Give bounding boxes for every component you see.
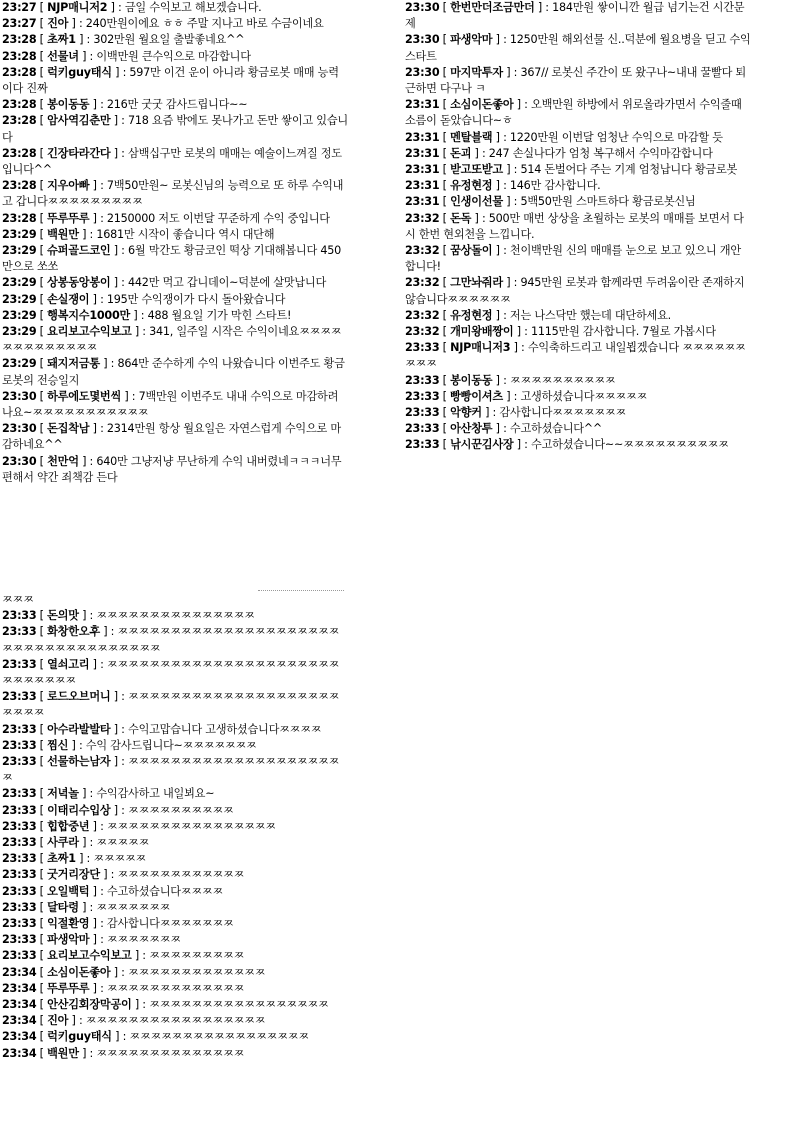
message-time: 23:34 [2, 998, 37, 1012]
message-time: 23:33 [2, 803, 37, 817]
message-nickname: 백원만 [47, 227, 79, 241]
message-time: 23:31 [405, 98, 440, 112]
chat-log-panel-bottom [0, 588, 348, 1113]
message-nickname: 꿈상돌이 [450, 244, 493, 258]
chat-message: 23:33 [ 선물하는남자 ] : ㅉㅉㅉㅉㅉㅉㅉㅉㅉㅉㅉㅉㅉㅉㅉㅉㅉㅉㅉㅉㅉ [2, 755, 340, 785]
message-time: 23:34 [2, 965, 37, 979]
message-nickname: 행복지수1000만 [47, 308, 131, 322]
message-nickname: 선물녀 [47, 49, 79, 63]
message-text: ㅉㅉㅉㅉㅉㅉㅉㅉㅉㅉㅉㅉㅉㅉㅉㅉㅉ [85, 1014, 266, 1028]
message-nickname: 로드오브머니 [47, 690, 111, 704]
message-nickname: 손실쟁이 [47, 292, 90, 306]
message-nickname: 뚜루뚜루 [47, 981, 90, 995]
chat-message: 23:31 [ 돈괴 ] : 247 손실나다가 엄청 복구해서 수익마감합니다 [405, 146, 713, 160]
message-nickname: 이태리수입상 [47, 803, 111, 817]
message-nickname: 선물하는남자 [47, 755, 111, 769]
chat-message: 23:33 [ 사쿠라 ] : ㅉㅉㅉㅉㅉ [2, 836, 150, 850]
chat-message: 23:28 [ 긴장타라간다 ] : 삼백십구만 로봇의 매매는 예술이느껴질 정도입니다^^ [2, 146, 342, 177]
message-text: 2314만원 항상 월요일은 자연스럽게 수익으로 마감하네요^^ [2, 422, 341, 452]
message-time: 23:33 [2, 852, 37, 866]
message-text: 1115만원 감사합니다. 7월로 가봅시다 [531, 325, 716, 339]
chat-message: 23:33 [ 아수라발발타 ] : 수익고맙습니다 고생하셨습니다ㅉㅉㅉㅉ [2, 722, 322, 736]
message-nickname: 개미왕배짱이 [450, 325, 514, 339]
message-text: 오백만원 하방에서 위로올라가면서 수익줄때 소름이 돋았습니다~ㅎ [405, 98, 742, 128]
message-text: ㅉㅉㅉㅉㅉㅉㅉㅉㅉㅉㅉㅉㅉ [128, 965, 266, 979]
chat-message: 23:33 [ 빵빵이셔츠 ] : 고생하셨습니다ㅉㅉㅉㅉㅉ [405, 389, 648, 403]
message-nickname: 아산창투 [450, 422, 493, 436]
chat-message: 23:34 [ 뚜루뚜루 ] : ㅉㅉㅉㅉㅉㅉㅉㅉㅉㅉㅉㅉㅉ [2, 981, 245, 995]
chat-message: 23:33 [ 파생악마 ] : ㅉㅉㅉㅉㅉㅉㅉ [2, 933, 181, 947]
message-text: 302만원 월요일 출발좋네요^^ [93, 33, 245, 47]
message-nickname: 봉이동동 [450, 373, 493, 387]
message-time: 23:27 [2, 17, 37, 31]
message-text: 천이백만원 신의 매매를 눈으로 보고 있으니 개안합니다! [405, 244, 741, 274]
message-text: 수익 감사드립니다~ㅉㅉㅉㅉㅉㅉㅉ [85, 738, 257, 752]
message-time: 23:28 [2, 65, 37, 79]
message-time: 23:33 [2, 933, 37, 947]
message-nickname: 힙합중년 [47, 819, 90, 833]
message-nickname: 요리보고수익보고 [47, 325, 132, 339]
message-time: 23:29 [2, 227, 37, 241]
message-text: 고생하셨습니다ㅉㅉㅉㅉㅉ [520, 389, 648, 403]
message-time: 23:31 [405, 163, 440, 177]
message-time: 23:33 [405, 373, 440, 387]
message-text: ㅉㅉㅉㅉㅉㅉㅉㅉㅉㅉㅉㅉㅉㅉㅉㅉㅉㅉㅉㅉㅉㅉㅉㅉㅉㅉㅉㅉㅉ [2, 657, 340, 688]
message-time: 23:28 [2, 33, 37, 47]
message-text: 146만 감사합니다. [509, 179, 601, 193]
message-time: 23:34 [2, 1030, 37, 1044]
chat-message: 23:34 [ 백원만 ] : ㅉㅉㅉㅉㅉㅉㅉㅉㅉㅉㅉㅉㅉㅉ [2, 1046, 245, 1060]
message-time: 23:29 [2, 325, 37, 339]
message-nickname: 아수라발발타 [47, 722, 111, 736]
message-text: 7백50만원~ 로봇신님의 능력으로 또 하루 수익내고 갑니다ㅉㅉㅉㅉㅉㅉㅉㅉㅉ [2, 179, 344, 209]
message-nickname: 슈퍼골드코인 [47, 244, 111, 258]
message-nickname: 인생이선물 [450, 195, 503, 209]
message-nickname: 요리보고수익보고 [47, 949, 132, 963]
chat-message: 23:33 [ 초짜1 ] : ㅉㅉㅉㅉㅉ [2, 852, 147, 866]
message-text: 1250만원 해외선물 신..덕분에 월요병을 딛고 수익 스타트 [405, 33, 751, 63]
chat-message: 23:34 [ 럭키guy태식 ] : ㅉㅉㅉㅉㅉㅉㅉㅉㅉㅉㅉㅉㅉㅉㅉㅉㅉ [2, 1030, 309, 1044]
message-time: 23:32 [405, 308, 440, 322]
chat-message: 23:33 [ 악향커 ] : 감사합니다ㅉㅉㅉㅉㅉㅉㅉ [405, 406, 627, 420]
chat-message: 23:33 [ 요리보고수익보고 ] : ㅉㅉㅉㅉㅉㅉㅉㅉㅉ [2, 949, 245, 963]
message-time: 23:31 [405, 179, 440, 193]
message-nickname: 럭키guy태식 [47, 65, 112, 79]
message-nickname: 초짜1 [47, 33, 76, 47]
message-nickname: 뚜루뚜루 [47, 211, 90, 225]
message-time: 23:33 [405, 406, 440, 420]
message-nickname: 그만놔줘라 [450, 276, 503, 290]
chat-message: 23:33 [ 돈의맛 ] : ㅉㅉㅉㅉㅉㅉㅉㅉㅉㅉㅉㅉㅉㅉㅉ [2, 609, 255, 623]
chat-message: 23:33 [ 이태리수입상 ] : ㅉㅉㅉㅉㅉㅉㅉㅉㅉㅉ [2, 803, 234, 817]
message-text: 2150000 저도 이번달 꾸준하게 수익 중입니다 [106, 211, 330, 225]
chat-message: 23:33 [ 익절환영 ] : 감사합니다ㅉㅉㅉㅉㅉㅉㅉ [2, 917, 234, 931]
chat-message: 23:33 [ 저녁놀 ] : 수익감사하고 내일뵈요~ [2, 787, 215, 801]
chat-message: 23:33 [ 봉이동동 ] : ㅉㅉㅉㅉㅉㅉㅉㅉㅉㅉ [405, 373, 616, 387]
message-time: 23:33 [405, 389, 440, 403]
message-time: 23:29 [2, 357, 37, 371]
message-time: 23:29 [2, 292, 37, 306]
message-time: 23:31 [405, 130, 440, 144]
message-text: ㅉㅉㅉㅉㅉㅉㅉㅉㅉㅉㅉㅉㅉㅉㅉㅉㅉㅉㅉㅉㅉ [2, 755, 340, 785]
message-time: 23:30 [2, 422, 37, 436]
message-text: 195만 수익쟁이가 다시 돌아왔습니다 [106, 292, 286, 306]
message-text: 수익축하드리고 내일뵙겠습니다 ㅉㅉㅉㅉㅉㅉㅉㅉㅉ [405, 341, 746, 371]
message-time: 23:28 [2, 211, 37, 225]
message-text: 삼백십구만 로봇의 매매는 예술이느껴질 정도입니다^^ [2, 146, 342, 177]
message-text: 6월 막간도 황금코인 떡상 기대해봅니다 450만으로 쏘쏘 [2, 244, 341, 274]
message-nickname: 파생악마 [47, 933, 90, 947]
chat-message: 23:27 [ 진아 ] : 240만원이에요 ㅎㅎ 주말 지나고 바로 수금이네요 [2, 17, 324, 31]
message-text: 640만 그냥저냥 무난하게 수익 내버렸네ㅋㅋㅋ너무 편해서 약간 죄책감 든다 [2, 454, 342, 484]
message-time: 23:30 [405, 65, 440, 79]
message-time: 23:33 [2, 949, 37, 963]
message-time: 23:32 [405, 211, 440, 225]
message-time: 23:34 [2, 1046, 37, 1060]
message-text: 수고하셨습니다^^ [509, 422, 603, 436]
message-time: 23:33 [2, 836, 37, 850]
message-nickname: 백원만 [47, 1046, 79, 1060]
message-time: 23:32 [405, 244, 440, 258]
chat-message: 23:33 [ 로드오브머니 ] : ㅉㅉㅉㅉㅉㅉㅉㅉㅉㅉㅉㅉㅉㅉㅉㅉㅉㅉㅉㅉㅉㅉㅉㅉ [2, 690, 340, 720]
message-time: 23:30 [405, 33, 440, 47]
chat-message: 23:33 [ 열쇠고리 ] : ㅉㅉㅉㅉㅉㅉㅉㅉㅉㅉㅉㅉㅉㅉㅉㅉㅉㅉㅉㅉㅉㅉㅉㅉㅉㅉㅉㅉㅉ [2, 657, 340, 688]
message-text: 367// 로봇신 주간이 또 왔구나~내내 꿀빨다 퇴근하면 다구나 ㅋ [405, 65, 746, 96]
message-text: 514 돈벌어다 주는 기계 엄청납니다 황금로봇 [520, 163, 738, 177]
message-nickname: 진아 [47, 17, 69, 31]
chat-message: 23:34 [ 진아 ] : ㅉㅉㅉㅉㅉㅉㅉㅉㅉㅉㅉㅉㅉㅉㅉㅉㅉ [2, 1014, 266, 1028]
chat-message: 23:29 [ 손실쟁이 ] : 195만 수익쟁이가 다시 돌아왔습니다 [2, 292, 286, 306]
chat-message: 23:30 [ 돈집착남 ] : 2314만원 항상 월요일은 자연스럽게 수익으로 마감하네요^^ [2, 422, 341, 452]
message-text: ㅉㅉㅉㅉㅉㅉㅉㅉㅉㅉㅉㅉ [117, 868, 245, 882]
message-text: 240만원이에요 ㅎㅎ 주말 지나고 바로 수금이네요 [85, 17, 324, 31]
message-nickname: 안산김회장막공이 [47, 998, 132, 1012]
message-time: 23:33 [2, 738, 37, 752]
chat-message: 23:28 [ 초짜1 ] : 302만원 월요일 출발좋네요^^ [2, 33, 245, 47]
message-nickname: 빵빵이셔츠 [450, 389, 503, 403]
message-text: ㅉㅉㅉㅉㅉ [96, 836, 150, 850]
chat-message: 23:33 [ 오일백턱 ] : 수고하셨습니다ㅉㅉㅉㅉ [2, 884, 224, 898]
message-text: 감사합니다ㅉㅉㅉㅉㅉㅉㅉ [106, 917, 234, 931]
message-time: 23:33 [2, 755, 37, 769]
message-time: 23:34 [2, 1014, 37, 1028]
message-text: 수익감사하고 내일뵈요~ [96, 787, 215, 801]
chat-message: 23:33 [ 아산창투 ] : 수고하셨습니다^^ [405, 422, 603, 436]
message-nickname: 긴장타라간다 [47, 146, 111, 160]
message-text: ㅉㅉㅉㅉㅉㅉㅉ [96, 900, 171, 914]
message-nickname: 파생악마 [450, 33, 493, 47]
chat-message: 23:33 [ 낚시꾼김사장 ] : 수고하셨습니다~~ㅉㅉㅉㅉㅉㅉㅉㅉㅉㅉ [405, 438, 729, 452]
chat-message: 23:28 [ 암사역김춘만 ] : 718 요즘 밖에도 못나가고 돈만 쌓이고 있습니다 [2, 114, 348, 144]
chat-message: 23:33 [ 찜신 ] : 수익 감사드립니다~ㅉㅉㅉㅉㅉㅉㅉ [2, 738, 257, 752]
message-time: 23:28 [2, 114, 37, 128]
message-time: 23:33 [405, 341, 440, 355]
chat-message: 23:28 [ 지우아빠 ] : 7백50만원~ 로봇신님의 능력으로 또 하루 수익내고 갑니다ㅉㅉㅉㅉㅉㅉㅉㅉㅉ [2, 179, 344, 209]
message-nickname: 달타령 [47, 900, 79, 914]
message-nickname: 익절환영 [47, 917, 90, 931]
message-time: 23:28 [2, 146, 37, 160]
message-time: 23:30 [2, 389, 37, 403]
message-time: 23:28 [2, 98, 37, 112]
message-text: ㅉㅉㅉ [2, 593, 34, 606]
message-nickname: 유정현정 [450, 179, 493, 193]
message-nickname: 멘탈블랙 [450, 130, 493, 144]
message-text: 500만 매번 상상을 초월하는 로봇의 매매를 보면서 다시 한번 현외천을 느낍니다. [405, 211, 744, 241]
message-nickname: 초짜1 [47, 852, 76, 866]
message-time: 23:32 [405, 325, 440, 339]
message-text: 216만 굿굿 감사드립니다~~ [106, 98, 248, 112]
message-text: 저는 나스닥만 했는데 대단하세요. [509, 308, 671, 322]
message-text: ㅉㅉㅉㅉㅉㅉㅉㅉㅉㅉㅉㅉㅉㅉㅉㅉㅉ [149, 998, 329, 1012]
message-nickname: 암사역김춘만 [47, 114, 111, 128]
message-nickname: 한번만더조금만더 [450, 1, 535, 14]
message-nickname: 낚시꾼김사장 [450, 438, 514, 452]
message-text: 184만원 쌓이니깐 월급 넘기는건 시간문제 [405, 1, 745, 31]
chat-log-panel-left [0, 0, 348, 534]
message-time: 23:28 [2, 49, 37, 63]
message-nickname: NJP매니저3 [450, 341, 511, 355]
message-text: 488 월요일 기가 막힌 스타트! [147, 308, 292, 322]
message-time: 23:33 [2, 900, 37, 914]
chat-log-panel-right [403, 0, 751, 534]
chat-message: 23:32 [ 유정현정 ] : 저는 나스닥만 했는데 대단하세요. [405, 308, 671, 322]
chat-message: 23:28 [ 뚜루뚜루 ] : 2150000 저도 이번달 꾸준하게 수익 중입니다 [2, 211, 330, 225]
chat-message: 23:31 [ 받고또받고 ] : 514 돈벌어다 주는 기계 엄청납니다 황금로봇 [405, 163, 738, 177]
chat-message: 23:27 [ NJP매니저2 ] : 금일 수익보고 해보겠습니다. [2, 1, 262, 14]
message-nickname: 찜신 [47, 738, 69, 752]
message-nickname: 굿거리장단 [47, 868, 100, 882]
message-nickname: 진아 [47, 1014, 69, 1028]
message-text: ㅉㅉㅉㅉㅉㅉㅉㅉㅉㅉㅉㅉㅉ [106, 981, 245, 995]
chat-message: 23:30 [ 하루에도몇번씩 ] : 7백만원 이번주도 내내 수익으로 마감하려나요~ㅉㅉㅉㅉㅉㅉㅉㅉㅉㅉㅉ [2, 389, 339, 420]
message-time: 23:33 [2, 690, 37, 704]
chat-message: 23:33 [ 굿거리장단 ] : ㅉㅉㅉㅉㅉㅉㅉㅉㅉㅉㅉㅉ [2, 868, 245, 882]
message-text: 5백50만원 스마트하다 황금로봇신님 [520, 195, 696, 209]
message-text: 수고하셨습니다ㅉㅉㅉㅉ [106, 884, 224, 898]
message-text: 7백만원 이번주도 내내 수익으로 마감하려나요~ㅉㅉㅉㅉㅉㅉㅉㅉㅉㅉㅉ [2, 389, 339, 420]
message-nickname: 받고또받고 [450, 163, 503, 177]
chat-message: 23:33 [ 달타령 ] : ㅉㅉㅉㅉㅉㅉㅉ [2, 900, 171, 914]
message-nickname: 상봉동앙봉이 [47, 276, 111, 290]
message-text: ㅉㅉㅉㅉㅉ [93, 852, 147, 866]
chat-message: 23:28 [ 봉이동동 ] : 216만 굿굿 감사드립니다~~ [2, 98, 248, 112]
chat-message: 23:29 [ 돼지저금통 ] : 864만 준수하게 수익 나왔습니다 이번주도 황금로봇의 전승일지 [2, 357, 345, 387]
chat-message [0, 592, 348, 608]
message-text: ㅉㅉㅉㅉㅉㅉㅉㅉㅉㅉㅉㅉㅉㅉㅉㅉㅉㅉㅉㅉㅉㅉㅉㅉ [2, 690, 340, 720]
message-nickname: 열쇠고리 [47, 657, 90, 671]
message-time: 23:33 [405, 422, 440, 436]
message-time: 23:33 [2, 722, 37, 736]
message-time: 23:33 [2, 609, 37, 623]
chat-message: 23:30 [ 천만억 ] : 640만 그냥저냥 무난하게 수익 내버렸네ㅋㅋㅋ너무 편해서 약간 죄책감 든다 [2, 454, 342, 484]
chat-message: 23:31 [ 소심이돈좋아 ] : 오백만원 하방에서 위로올라가면서 수익줄때 소름이 돋았습니다~ㅎ [405, 98, 742, 128]
message-time: 23:33 [2, 819, 37, 833]
message-time: 23:32 [405, 276, 440, 290]
message-nickname: 봉이동동 [47, 98, 90, 112]
chat-message: 23:31 [ 유정현정 ] : 146만 감사합니다. [405, 179, 601, 193]
message-nickname: 악향커 [450, 406, 482, 420]
chat-message: 23:29 [ 상봉동앙봉이 ] : 442만 먹고 갑니데이~덕분에 살맛납니다 [2, 276, 327, 290]
chat-message: 23:30 [ 파생악마 ] : 1250만원 해외선물 신..덕분에 월요병을 딛고 수익 스타트 [405, 33, 751, 63]
chat-message: 23:31 [ 인생이선물 ] : 5백50만원 스마트하다 황금로봇신님 [405, 195, 696, 209]
message-nickname: 화창한오후 [47, 625, 100, 639]
message-nickname: 유정현정 [450, 308, 493, 322]
message-time: 23:28 [2, 179, 37, 193]
message-nickname: 돈의맛 [47, 609, 79, 623]
message-text: 864만 준수하게 수익 나왔습니다 이번주도 황금로봇의 전승일지 [2, 357, 345, 387]
message-time: 23:30 [2, 454, 37, 468]
message-time: 23:33 [2, 787, 37, 801]
message-text: ㅉㅉㅉㅉㅉㅉㅉㅉㅉㅉㅉㅉㅉㅉㅉ [96, 609, 255, 623]
message-text: ㅉㅉㅉㅉㅉㅉㅉㅉㅉㅉㅉㅉㅉㅉ [96, 1046, 245, 1060]
chat-message: 23:30 [ 한번만더조금만더 ] : 184만원 쌓이니깐 월급 넘기는건 시간문제 [405, 1, 745, 31]
message-text: 이백만원 큰수익으로 마감합니다 [96, 49, 251, 63]
message-text: 감사합니다ㅉㅉㅉㅉㅉㅉㅉ [499, 406, 627, 420]
message-text: 718 요즘 밖에도 못나가고 돈만 쌓이고 있습니다 [2, 114, 348, 144]
chat-message: 23:28 [ 선물녀 ] : 이백만원 큰수익으로 마감합니다 [2, 49, 251, 63]
message-time: 23:31 [405, 195, 440, 209]
message-text: ㅉㅉㅉㅉㅉㅉㅉㅉㅉㅉㅉㅉㅉㅉㅉㅉ [106, 819, 276, 833]
message-text: ㅉㅉㅉㅉㅉㅉㅉㅉㅉㅉ [128, 803, 234, 817]
message-nickname: 사쿠라 [47, 836, 79, 850]
message-time: 23:29 [2, 244, 37, 258]
message-nickname: 소심이돈좋아 [450, 98, 514, 112]
message-nickname: 돈집착남 [47, 422, 90, 436]
message-time: 23:27 [2, 1, 37, 14]
chat-message: 23:29 [ 행복지수1000만 ] : 488 월요일 기가 막힌 스타트! [2, 308, 292, 322]
message-list [0, 592, 348, 1062]
message-nickname: 럭키guy태식 [47, 1030, 112, 1044]
message-time: 23:33 [2, 917, 37, 931]
chat-message: 23:32 [ 개미왕배짱이 ] : 1115만원 감사합니다. 7월로 가봅시다 [405, 325, 716, 339]
message-text: 1220만원 이번달 엄청난 수익으로 마감할 듯 [509, 130, 723, 144]
message-time: 23:33 [2, 625, 37, 639]
chat-message: 23:32 [ 꿈상돌이 ] : 천이백만원 신의 매매를 눈으로 보고 있으니 개안합니다! [405, 244, 741, 274]
message-text: ㅉㅉㅉㅉㅉㅉㅉㅉㅉ [149, 949, 245, 963]
message-text: 341, 일주일 시작은 수익이네요ㅉㅉㅉㅉㅉㅉㅉㅉㅉㅉㅉㅉㅉ [2, 325, 342, 355]
message-time: 23:33 [2, 868, 37, 882]
message-text: 597만 이건 운이 아니라 황금로봇 매매 능력이다 진짜 [2, 65, 339, 96]
chat-message: 23:32 [ 돈독 ] : 500만 매번 상상을 초월하는 로봇의 매매를 보면서 다시 한번 현외천을 느낍니다. [405, 211, 744, 241]
message-time: 23:31 [405, 146, 440, 160]
chat-message: 23:33 [ 힙합중년 ] : ㅉㅉㅉㅉㅉㅉㅉㅉㅉㅉㅉㅉㅉㅉㅉㅉ [2, 819, 276, 833]
message-time: 23:33 [2, 884, 37, 898]
message-nickname: 천만억 [47, 454, 79, 468]
message-time: 23:34 [2, 981, 37, 995]
chat-message: 23:33 [ NJP매니저3 ] : 수익축하드리고 내일뵙겠습니다 ㅉㅉㅉㅉㅉㅉㅉㅉㅉ [405, 341, 746, 371]
message-time: 23:33 [2, 657, 37, 671]
message-text: 금일 수익보고 해보겠습니다. [124, 1, 262, 14]
message-text: 1681만 시작이 좋습니다 역시 대단해 [96, 227, 275, 241]
message-nickname: 돼지저금통 [47, 357, 100, 371]
chat-message: 23:28 [ 럭키guy태식 ] : 597만 이건 운이 아니라 황금로봇 매매 능력이다 진짜 [2, 65, 339, 96]
message-time: 23:33 [405, 438, 440, 452]
message-time: 23:29 [2, 276, 37, 290]
message-list [0, 0, 348, 486]
message-nickname: 하루에도몇번씩 [47, 389, 122, 403]
message-nickname: 오일백턱 [47, 884, 90, 898]
message-text: 442만 먹고 갑니데이~덕분에 살맛납니다 [128, 276, 327, 290]
chat-message: 23:29 [ 백원만 ] : 1681만 시작이 좋습니다 역시 대단해 [2, 227, 275, 241]
message-text: ㅉㅉㅉㅉㅉㅉㅉㅉㅉㅉㅉㅉㅉㅉㅉㅉㅉ [129, 1030, 309, 1044]
message-text: 247 손실나다가 엄청 복구해서 수익마감합니다 [488, 146, 713, 160]
cut-separator [258, 590, 344, 591]
message-nickname: 돈괴 [450, 146, 472, 160]
chat-message: 23:33 [ 화창한오후 ] : ㅉㅉㅉㅉㅉㅉㅉㅉㅉㅉㅉㅉㅉㅉㅉㅉㅉㅉㅉㅉㅉㅉㅉㅉㅉㅉㅉㅉㅉㅉㅉㅉㅉㅉㅉㅉ [2, 625, 340, 655]
chat-message: 23:31 [ 멘탈블랙 ] : 1220만원 이번달 엄청난 수익으로 마감할 듯 [405, 130, 723, 144]
message-nickname: 소심이돈좋아 [47, 965, 111, 979]
chat-message: 23:32 [ 그만놔줘라 ] : 945만원 로봇과 함께라면 두려움이란 존재하지 않습니다ㅉㅉㅉㅉㅉㅉ [405, 276, 745, 306]
chat-message: 23:29 [ 슈퍼골드코인 ] : 6월 막간도 황금코인 떡상 기대해봅니다 450만으로 쏘쏘 [2, 244, 341, 274]
message-nickname: 저녁놀 [47, 787, 79, 801]
message-text: ㅉㅉㅉㅉㅉㅉㅉㅉㅉㅉㅉㅉㅉㅉㅉㅉㅉㅉㅉㅉㅉㅉㅉㅉㅉㅉㅉㅉㅉㅉㅉㅉㅉㅉㅉㅉ [2, 625, 340, 655]
message-nickname: 마지막투자 [450, 65, 503, 79]
message-text: ㅉㅉㅉㅉㅉㅉㅉ [106, 933, 181, 947]
message-nickname: 지우아빠 [47, 179, 90, 193]
chat-message: 23:30 [ 마지막투자 ] : 367// 로봇신 주간이 또 왔구나~내내 꿀빨다 퇴근하면 다구나 ㅋ [405, 65, 746, 96]
chat-message: 23:34 [ 소심이돈좋아 ] : ㅉㅉㅉㅉㅉㅉㅉㅉㅉㅉㅉㅉㅉ [2, 965, 266, 979]
message-time: 23:29 [2, 308, 37, 322]
message-nickname: NJP매니저2 [47, 1, 108, 14]
chat-message: 23:29 [ 요리보고수익보고 ] : 341, 일주일 시작은 수익이네요ㅉㅉㅉㅉㅉㅉㅉㅉㅉㅉㅉㅉㅉ [2, 325, 342, 355]
message-text: 945만원 로봇과 함께라면 두려움이란 존재하지 않습니다ㅉㅉㅉㅉㅉㅉ [405, 276, 745, 306]
message-text: 수익고맙습니다 고생하셨습니다ㅉㅉㅉㅉ [128, 722, 322, 736]
message-nickname: 돈독 [450, 211, 472, 225]
message-text: ㅉㅉㅉㅉㅉㅉㅉㅉㅉㅉ [509, 373, 616, 387]
message-time: 23:30 [405, 1, 440, 14]
chat-message: 23:34 [ 안산김회장막공이 ] : ㅉㅉㅉㅉㅉㅉㅉㅉㅉㅉㅉㅉㅉㅉㅉㅉㅉ [2, 998, 329, 1012]
message-list [403, 0, 751, 454]
message-text: 수고하셨습니다~~ㅉㅉㅉㅉㅉㅉㅉㅉㅉㅉ [531, 438, 729, 452]
